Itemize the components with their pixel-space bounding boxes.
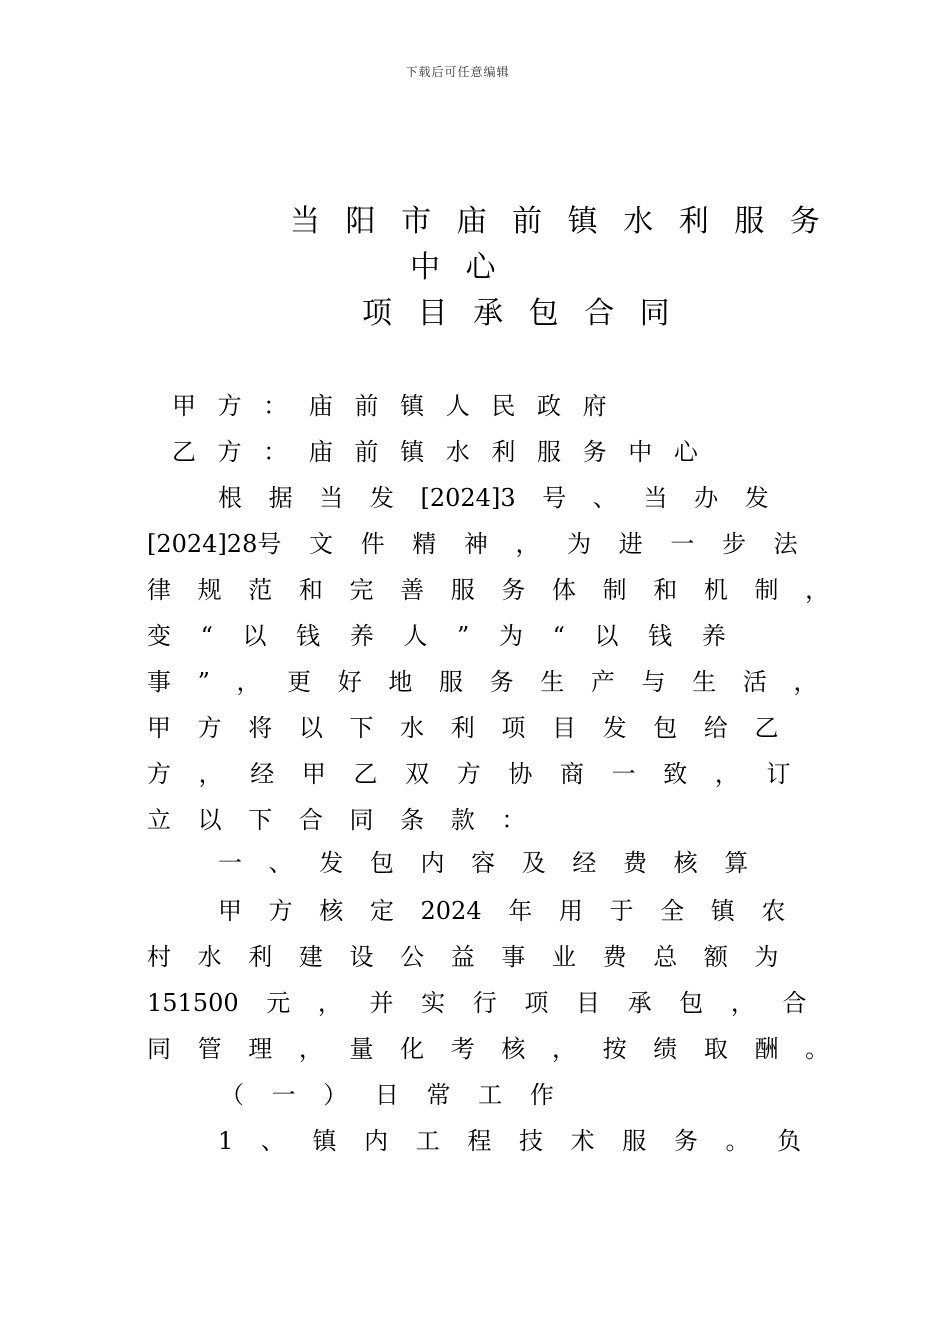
para1-line-3: 律 规 范 和 完 善 服 务 体 制 和 机 制 ， (147, 576, 830, 604)
para1-line-6: 甲 方 将 以 下 水 利 项 目 发 包 给 乙 (147, 714, 779, 742)
para1-line-4: 变 “ 以 钱 养 人 ” 为 “ 以 钱 养 (147, 622, 726, 650)
title-line-1: 当 阳 市 庙 前 镇 水 利 服 务 (290, 204, 828, 239)
para2-line-1: 甲 方 核 定 2024 年 用 于 全 镇 农 (218, 897, 786, 925)
para1-line-5: 事 ” ， 更 好 地 服 务 生 产 与 生 活 ， (147, 668, 818, 696)
header-note: 下载后可任意编辑 (405, 65, 510, 79)
subsection-1-title: （ 一 ） 日 常 工 作 (220, 1081, 554, 1109)
para1-line-8: 立 以 下 合 同 条 款 ： (147, 806, 526, 834)
para1-text-1: 根 据 当 发 [2024]3 号 、 当 办 发 (218, 484, 769, 512)
title-line-3: 项 目 承 包 合 同 (362, 296, 678, 331)
item-1: 1 、 镇 内 工 程 技 术 服 务 。 负 (218, 1127, 802, 1155)
para2-line-4: 同 管 理 ， 量 化 考 核 ， 按 绩 取 酬 。 (147, 1035, 830, 1063)
party-b: 乙 方 ： 庙 前 镇 水 利 服 务 中 心 (172, 438, 698, 466)
section-1-title: 一 、 发 包 内 容 及 经 费 核 算 (218, 849, 749, 877)
para2-line-2: 村 水 利 建 设 公 益 事 业 费 总 额 为 (147, 943, 779, 971)
para1-line-7: 方 ， 经 甲 乙 双 方 协 商 一 致 ， 订 (147, 760, 791, 788)
party-a: 甲 方 ： 庙 前 镇 人 民 政 府 (172, 392, 607, 420)
para1-line-1 (218, 484, 769, 512)
title-line-2: 中 心 (410, 250, 504, 285)
para2-line-3: 151500 元 ， 并 实 行 项 目 承 包 ， 合 (147, 989, 807, 1017)
para1-line-2: [2024]28号 文 件 精 神 ， 为 进 一 步 法 (147, 530, 798, 558)
